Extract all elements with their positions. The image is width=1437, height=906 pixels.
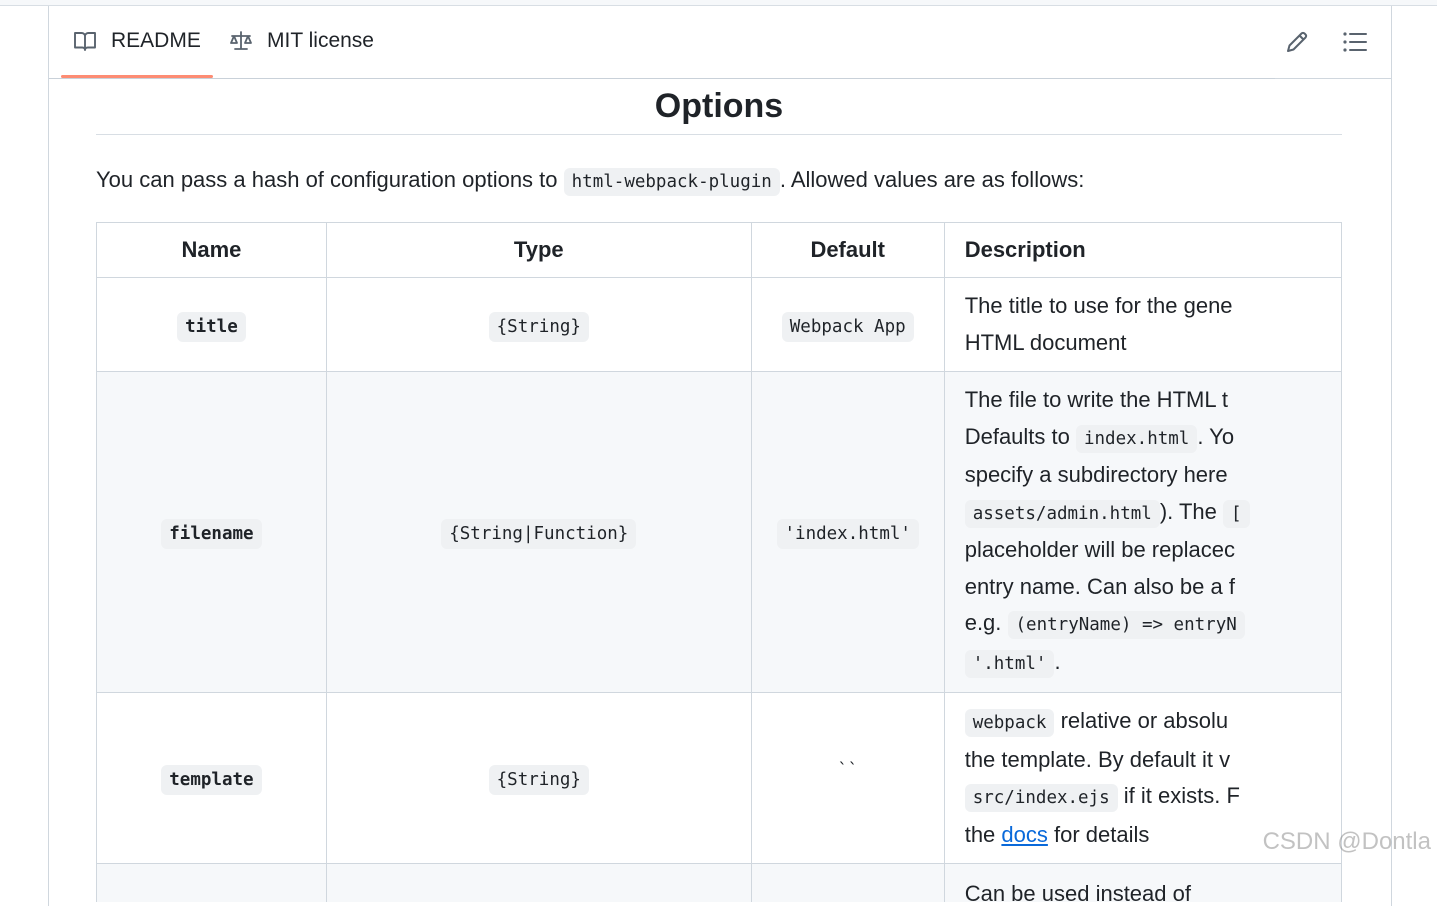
desc-line: The title to use for the gene (964, 293, 1233, 318)
intro-text: You can pass a hash of configuration options to (96, 167, 564, 192)
cell-default (751, 278, 944, 372)
option-type: {String} (489, 312, 589, 342)
desc-line: the template. By default it v (964, 746, 1231, 772)
desc-line (965, 419, 1321, 458)
desc-text: the (964, 821, 1002, 847)
desc-text: . Yo (1197, 423, 1235, 449)
desc-text: ). The (1159, 498, 1224, 524)
col-header-default: Default (751, 223, 944, 278)
cell-name (97, 278, 327, 372)
option-type: {String|Function} (441, 519, 636, 549)
cell-description (944, 864, 1341, 903)
option-default: `` (837, 760, 858, 780)
tabs-divider (49, 78, 1275, 79)
col-header-type: Type (326, 223, 751, 278)
law-scale-icon (229, 30, 253, 52)
cell-default (751, 693, 944, 864)
desc-line: entry name. Can also be a f (964, 573, 1235, 599)
pencil-icon[interactable] (1283, 28, 1311, 56)
desc-line: placeholder will be replacec (964, 537, 1235, 562)
desc-line: HTML document (964, 329, 1127, 355)
table-header-row (97, 223, 1342, 278)
option-default: 'index.html' (777, 519, 919, 549)
options-table-wrapper[interactable] (96, 222, 1342, 902)
desc-line: specify a subdirectory here (964, 462, 1228, 487)
table-row (97, 372, 1342, 693)
col-header-name: Name (97, 223, 327, 278)
inline-code: src/index.ejs (965, 784, 1118, 812)
table-row (97, 278, 1342, 372)
options-table (96, 222, 1342, 902)
cell-description (944, 278, 1341, 372)
option-default: Webpack App (782, 312, 914, 342)
watermark: CSDN @Dontla (1262, 828, 1431, 855)
inline-code: webpack (965, 709, 1055, 737)
cell-type (326, 372, 751, 693)
option-name: filename (161, 519, 261, 549)
tab-readme-label: README (111, 29, 201, 52)
desc-line (965, 494, 1321, 533)
desc-text: e.g. (964, 610, 1008, 635)
cell-default (751, 864, 944, 903)
desc-line (965, 703, 1321, 742)
option-name: template (161, 765, 261, 795)
option-name: title (177, 312, 246, 342)
markdown-body (96, 82, 1342, 902)
inline-code: [ (1223, 500, 1250, 528)
desc-line (965, 778, 1321, 817)
cell-default (751, 372, 944, 693)
cell-name (97, 864, 327, 903)
option-type: {String} (489, 765, 589, 795)
cell-type (326, 278, 751, 372)
page-title: Options (96, 82, 1342, 135)
docs-link[interactable]: docs (1001, 821, 1048, 847)
desc-text: if it exists. F (1117, 783, 1240, 808)
desc-text: . (1054, 648, 1061, 674)
tab-readme[interactable] (73, 6, 201, 76)
cell-description (944, 372, 1341, 693)
cell-name (97, 693, 327, 864)
inline-code: assets/admin.html (965, 500, 1160, 528)
intro-text-end: . Allowed values are as follows: (779, 167, 1085, 192)
inline-code: html-webpack-plugin (564, 168, 780, 196)
inline-code: (entryName) => entryN (1008, 611, 1245, 639)
desc-line: The file to write the HTML t (964, 387, 1228, 412)
cell-name (97, 372, 327, 693)
cell-type (326, 864, 751, 903)
desc-line (965, 644, 1321, 683)
desc-text: Defaults to (964, 423, 1076, 449)
readme-tabs (49, 6, 1391, 79)
inline-code: '.html' (965, 650, 1055, 678)
intro-paragraph (96, 165, 1342, 197)
col-header-description: Description (944, 223, 1341, 278)
desc-text: relative or absolu (1054, 708, 1229, 733)
tab-license[interactable] (229, 6, 374, 76)
inline-code: index.html (1076, 425, 1197, 453)
desc-line (965, 605, 1321, 644)
desc-text: for details (1047, 821, 1150, 847)
book-icon (73, 30, 97, 52)
tab-license-label: MIT license (267, 29, 374, 52)
desc-line: Can be used instead of (964, 881, 1191, 902)
table-row (97, 693, 1342, 864)
cell-type (326, 693, 751, 864)
table-row (97, 864, 1342, 903)
list-unordered-icon[interactable] (1341, 28, 1369, 56)
